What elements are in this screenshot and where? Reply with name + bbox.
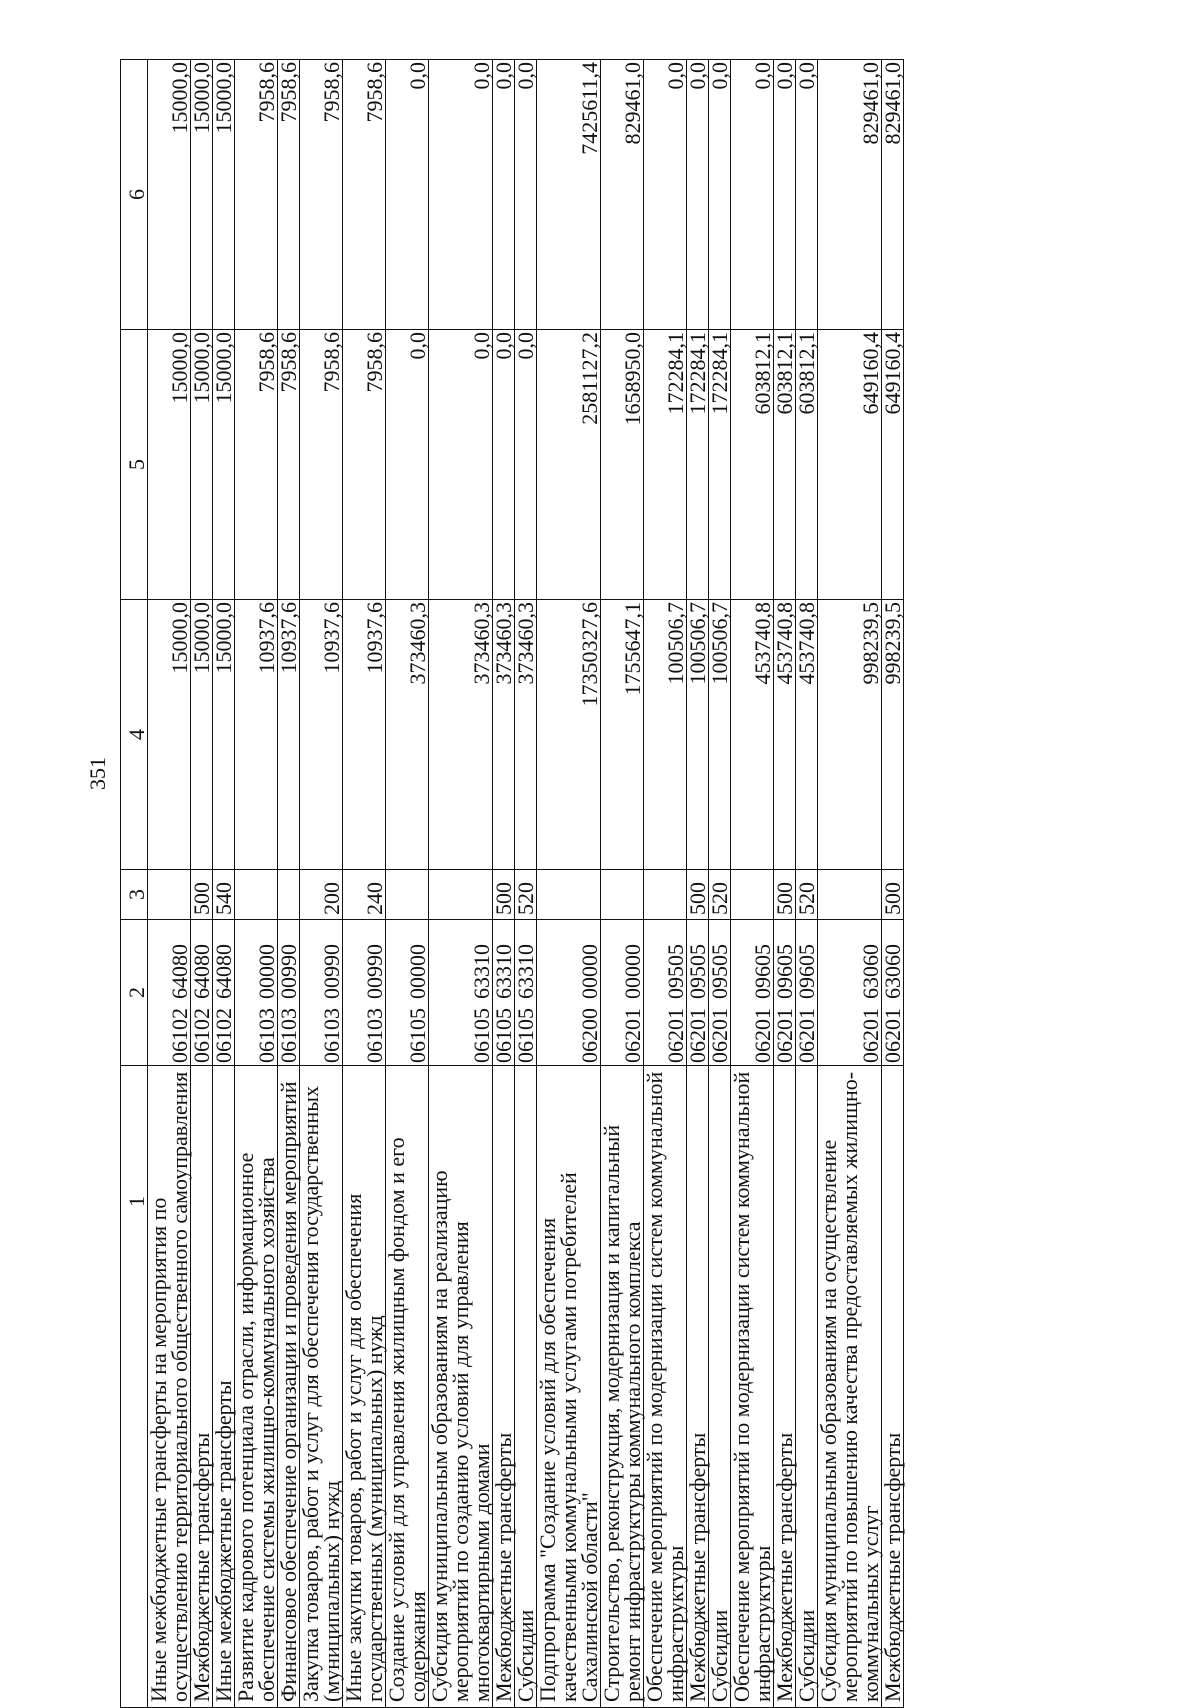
row-name: Субсидии	[515, 1066, 537, 1708]
row-value-col5: 0,0	[493, 330, 515, 600]
table-row	[343, 60, 386, 1708]
row-value-col4: 10937,6	[278, 600, 300, 870]
code-direction: 09505	[663, 944, 688, 999]
column-header: 6	[121, 60, 148, 330]
table-row	[687, 60, 709, 1708]
row-name: Строительство, реконструкция, модернизация и капитальный ремонт инфраструктуры коммунального комплекса	[601, 1066, 644, 1708]
row-expense-type	[537, 870, 601, 920]
table-row	[278, 60, 300, 1708]
row-name: Закупка товаров, работ и услуг для обеспечения государственных (муниципальных) нужд	[300, 1066, 343, 1708]
code-program: 06200	[577, 1008, 602, 1063]
code-program: 06105	[469, 1008, 494, 1063]
row-value-col4: 453740,8	[774, 600, 796, 870]
row-code	[601, 920, 644, 1066]
table-row	[515, 60, 537, 1708]
code-program: 06201	[707, 1008, 732, 1063]
row-name: Субсидия муниципальным образованиям на реализацию мероприятий по созданию условий для управления многоквартирными домами	[429, 1066, 493, 1708]
row-value-col4: 10937,6	[300, 600, 343, 870]
row-value-col5: 0,0	[429, 330, 493, 600]
code-program: 06201	[663, 1008, 688, 1063]
row-value-col6: 829461,0	[818, 60, 882, 330]
row-code	[386, 920, 429, 1066]
row-name: Развитие кадрового потенциала отрасли, информационное обеспечение системы жилищно-коммунального хозяйства	[235, 1066, 278, 1708]
row-value-col5: 7958,6	[300, 330, 343, 600]
row-value-col4: 10937,6	[343, 600, 386, 870]
row-value-col6: 7958,6	[278, 60, 300, 330]
row-name: Межбюджетные трансферты	[191, 1066, 213, 1708]
row-code	[429, 920, 493, 1066]
row-value-col5: 172284,1	[644, 330, 687, 600]
row-expense-type: 540	[213, 870, 235, 920]
row-value-col6: 0,0	[493, 60, 515, 330]
row-expense-type	[148, 870, 191, 920]
table-row	[601, 60, 644, 1708]
row-value-col6: 0,0	[687, 60, 709, 330]
code-direction: 63060	[880, 944, 905, 999]
row-name: Создание условий для управления жилищным фондом и его содержания	[386, 1066, 429, 1708]
row-value-col6: 7958,6	[235, 60, 278, 330]
code-direction: 00990	[276, 944, 301, 999]
row-code	[818, 920, 882, 1066]
table-row	[818, 60, 882, 1708]
row-expense-type	[278, 870, 300, 920]
row-value-col4: 998239,5	[882, 600, 904, 870]
row-name: Межбюджетные трансферты	[493, 1066, 515, 1708]
row-value-col4: 373460,3	[515, 600, 537, 870]
budget-table	[120, 59, 904, 1708]
row-value-col5: 603812,1	[731, 330, 774, 600]
row-name: Субсидия муниципальным образованиям на осуществление мероприятий по повышению качества предоставляемых жилищно-коммунальных услуг	[818, 1066, 882, 1708]
row-value-col6: 7958,6	[300, 60, 343, 330]
row-code	[882, 920, 904, 1066]
code-direction: 64080	[167, 944, 192, 999]
row-code	[213, 920, 235, 1066]
row-value-col4: 17350327,6	[537, 600, 601, 870]
row-name: Субсидии	[796, 1066, 818, 1708]
table-row	[300, 60, 343, 1708]
row-value-col4: 15000,0	[191, 600, 213, 870]
row-value-col6: 829461,0	[601, 60, 644, 330]
row-name: Межбюджетные трансферты	[687, 1066, 709, 1708]
code-program: 06105	[513, 1008, 538, 1063]
row-code	[687, 920, 709, 1066]
row-value-col5: 172284,1	[709, 330, 731, 600]
row-value-col4: 373460,3	[386, 600, 429, 870]
code-program: 06105	[491, 1008, 516, 1063]
row-value-col5: 7958,6	[235, 330, 278, 600]
code-direction: 09605	[794, 944, 819, 999]
code-program: 06201	[685, 1008, 710, 1063]
table-row	[429, 60, 493, 1708]
row-name: Обеспечение мероприятий по модернизации систем коммунальной инфраструктуры	[731, 1066, 774, 1708]
row-value-col6: 0,0	[386, 60, 429, 330]
row-code	[493, 920, 515, 1066]
code-direction: 64080	[189, 944, 214, 999]
rotated-table-container	[120, 60, 1054, 1708]
code-program: 06201	[620, 1008, 645, 1063]
row-value-col5: 2581127,2	[537, 330, 601, 600]
row-value-col5: 0,0	[515, 330, 537, 600]
row-value-col5: 649160,4	[882, 330, 904, 600]
code-program: 06102	[167, 1008, 192, 1063]
row-value-col5: 603812,1	[796, 330, 818, 600]
row-expense-type	[386, 870, 429, 920]
code-direction: 00000	[620, 944, 645, 999]
row-value-col4: 373460,3	[429, 600, 493, 870]
code-program: 06102	[189, 1008, 214, 1063]
code-program: 06105	[405, 1008, 430, 1063]
row-code	[235, 920, 278, 1066]
row-value-col4: 100506,7	[709, 600, 731, 870]
row-name: Иные закупки товаров, работ и услуг для обеспечения государственных (муниципальных) нужд	[343, 1066, 386, 1708]
row-value-col5: 15000,0	[213, 330, 235, 600]
row-code	[300, 920, 343, 1066]
code-program: 06201	[858, 1008, 883, 1063]
column-header: 5	[121, 330, 148, 600]
row-code	[796, 920, 818, 1066]
row-value-col5: 15000,0	[148, 330, 191, 600]
table-row	[731, 60, 774, 1708]
row-value-col6: 0,0	[731, 60, 774, 330]
row-expense-type	[818, 870, 882, 920]
page-number: 351	[85, 757, 110, 790]
row-code	[709, 920, 731, 1066]
code-direction: 63310	[491, 944, 516, 999]
row-value-col5: 7958,6	[343, 330, 386, 600]
row-value-col5: 0,0	[386, 330, 429, 600]
table-row	[235, 60, 278, 1708]
code-direction: 09505	[685, 944, 710, 999]
row-value-col4: 373460,3	[493, 600, 515, 870]
header-row	[121, 60, 148, 1708]
table-row	[796, 60, 818, 1708]
row-value-col5: 649160,4	[818, 330, 882, 600]
row-value-col4: 100506,7	[687, 600, 709, 870]
row-expense-type: 520	[709, 870, 731, 920]
row-value-col4: 15000,0	[148, 600, 191, 870]
code-program: 06103	[319, 1008, 344, 1063]
row-expense-type: 500	[882, 870, 904, 920]
row-expense-type: 500	[774, 870, 796, 920]
row-expense-type	[731, 870, 774, 920]
table-row	[213, 60, 235, 1708]
table-row	[774, 60, 796, 1708]
code-direction: 09605	[750, 944, 775, 999]
code-direction: 64080	[211, 944, 236, 999]
code-program: 06201	[880, 1008, 905, 1063]
row-value-col6: 0,0	[644, 60, 687, 330]
column-header: 2	[121, 920, 148, 1066]
row-code	[644, 920, 687, 1066]
row-expense-type	[644, 870, 687, 920]
row-code	[731, 920, 774, 1066]
row-expense-type	[429, 870, 493, 920]
row-value-col6: 15000,0	[213, 60, 235, 330]
code-program: 06201	[772, 1008, 797, 1063]
code-direction: 00000	[577, 944, 602, 999]
row-value-col6: 0,0	[429, 60, 493, 330]
row-value-col6: 0,0	[709, 60, 731, 330]
row-value-col4: 1755647,1	[601, 600, 644, 870]
row-name: Субсидии	[709, 1066, 731, 1708]
row-value-col4: 453740,8	[796, 600, 818, 870]
table-row	[493, 60, 515, 1708]
table-row	[386, 60, 429, 1708]
table-row	[537, 60, 601, 1708]
row-expense-type: 200	[300, 870, 343, 920]
row-expense-type: 520	[515, 870, 537, 920]
row-code	[515, 920, 537, 1066]
row-value-col4: 10937,6	[235, 600, 278, 870]
row-expense-type: 240	[343, 870, 386, 920]
code-program: 06103	[362, 1008, 387, 1063]
code-program: 06103	[276, 1008, 301, 1063]
row-expense-type: 500	[687, 870, 709, 920]
row-value-col6: 0,0	[796, 60, 818, 330]
row-value-col4: 100506,7	[644, 600, 687, 870]
row-value-col6: 7425611,4	[537, 60, 601, 330]
row-name: Финансовое обеспечение организации и проведения мероприятий	[278, 1066, 300, 1708]
row-value-col5: 603812,1	[774, 330, 796, 600]
code-direction: 63060	[858, 944, 883, 999]
row-value-col5: 7958,6	[278, 330, 300, 600]
table-row	[644, 60, 687, 1708]
column-header: 4	[121, 600, 148, 870]
column-header: 3	[121, 870, 148, 920]
row-expense-type	[235, 870, 278, 920]
row-value-col5: 172284,1	[687, 330, 709, 600]
code-program: 06103	[254, 1008, 279, 1063]
row-value-col6: 15000,0	[148, 60, 191, 330]
column-header: 1	[121, 1066, 148, 1708]
row-name: Межбюджетные трансферты	[882, 1066, 904, 1708]
code-program: 06102	[211, 1008, 236, 1063]
row-code	[774, 920, 796, 1066]
row-code	[537, 920, 601, 1066]
row-name: Иные межбюджетные трансферты на мероприятия по осуществлению территориального общественного самоуправления	[148, 1066, 191, 1708]
row-expense-type: 520	[796, 870, 818, 920]
row-expense-type: 500	[493, 870, 515, 920]
row-name: Подпрограмма "Создание условий для обеспечения качественными коммунальными услугами потребителей Сахалинской области"	[537, 1066, 601, 1708]
row-value-col4: 15000,0	[213, 600, 235, 870]
row-value-col6: 15000,0	[191, 60, 213, 330]
table-row	[709, 60, 731, 1708]
table-row	[148, 60, 191, 1708]
table-row	[882, 60, 904, 1708]
code-program: 06201	[794, 1008, 819, 1063]
row-value-col4: 453740,8	[731, 600, 774, 870]
code-program: 06201	[750, 1008, 775, 1063]
code-direction: 63310	[513, 944, 538, 999]
code-direction: 00990	[319, 944, 344, 999]
row-value-col5: 15000,0	[191, 330, 213, 600]
row-value-col6: 7958,6	[343, 60, 386, 330]
row-name: Межбюджетные трансферты	[774, 1066, 796, 1708]
code-direction: 63310	[469, 944, 494, 999]
code-direction: 09505	[707, 944, 732, 999]
row-code	[343, 920, 386, 1066]
row-name: Обеспечение мероприятий по модернизации систем коммунальной инфраструктуры	[644, 1066, 687, 1708]
row-expense-type	[601, 870, 644, 920]
code-direction: 00000	[405, 944, 430, 999]
row-value-col6: 0,0	[774, 60, 796, 330]
row-code	[278, 920, 300, 1066]
table-row	[191, 60, 213, 1708]
code-direction: 00990	[362, 944, 387, 999]
row-value-col6: 829461,0	[882, 60, 904, 330]
row-value-col6: 0,0	[515, 60, 537, 330]
row-name: Иные межбюджетные трансферты	[213, 1066, 235, 1708]
row-value-col4: 998239,5	[818, 600, 882, 870]
row-expense-type: 500	[191, 870, 213, 920]
code-direction: 09605	[772, 944, 797, 999]
code-direction: 00000	[254, 944, 279, 999]
row-code	[148, 920, 191, 1066]
row-code	[191, 920, 213, 1066]
table-body	[148, 60, 904, 1708]
row-value-col5: 1658950,0	[601, 330, 644, 600]
